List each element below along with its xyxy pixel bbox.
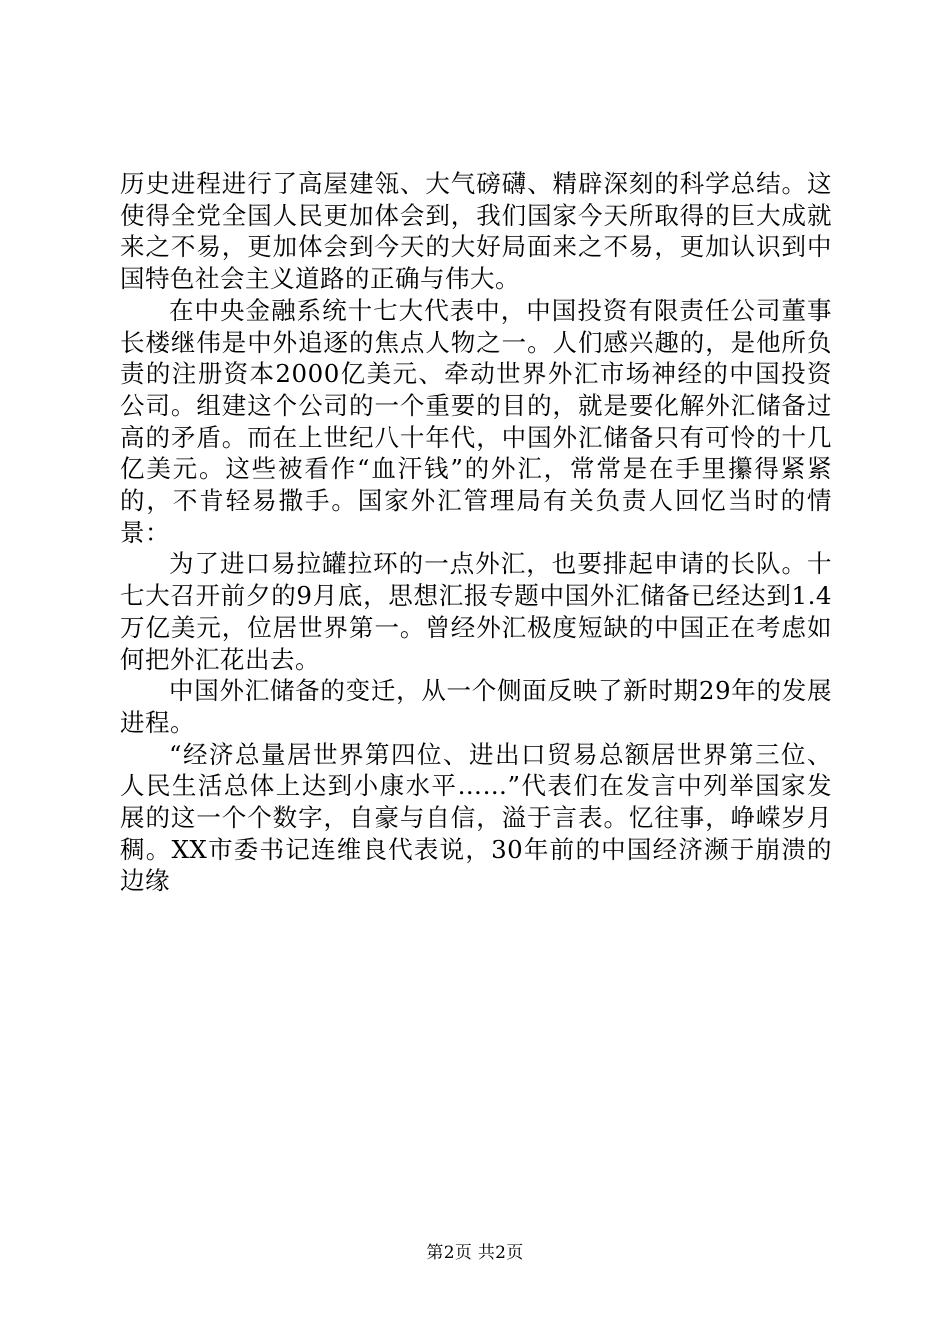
document-body: [120, 168, 832, 897]
page-number-label: 第2页 共2页: [426, 1243, 524, 1263]
paragraph-1: 历史进程进行了高屋建瓴、大气磅礴、精辟深刻的科学总结。这使得全党全国人民更加体会到，我们国家今天所取得的巨大成就来之不易，更加体会到今天的大好局面来之不易，更加认识到中国特色社会主义道路的正确与伟大。: [120, 169, 832, 294]
paragraph-2: 在中央金融系统十七大代表中，中国投资有限责任公司董事长楼继伟是中外追逐的焦点人物之一。人们感兴趣的，是他所负责的注册资本2000亿美元、牵动世界外汇市场神经的中国投资公司。组建这个公司的一个重要的目的，就是要化解外汇储备过高的矛盾。而在上世纪八十年代，中国外汇储备只有可怜的十几亿美元。这些被看作“血汗钱”的外汇，常常是在手里攥得紧紧的，不肯轻易撒手。国家外汇管理局有关负责人回忆当时的情景：: [120, 295, 832, 547]
paragraph-5: “经济总量居世界第四位、进出口贸易总额居世界第三位、人民生活总体上达到小康水平……”代表们在发言中列举国家发展的这一个个数字，自豪与自信，溢于言表。忆往事，峥嵘岁月稠。XX市委书记连维良代表说，30年前的中国经济濒于崩溃的边缘: [120, 739, 832, 896]
page-footer: [0, 1242, 950, 1264]
paragraph-3: 为了进口易拉罐拉环的一点外汇，也要排起申请的长队。十七大召开前夕的9月底，思想汇报专题中国外汇储备已经达到1.4万亿美元，位居世界第一。曾经外汇极度短缺的中国正在考虑如何把外汇花出去。: [120, 549, 832, 674]
paragraph-4: 中国外汇储备的变迁，从一个侧面反映了新时期29年的发展进程。: [120, 676, 832, 737]
